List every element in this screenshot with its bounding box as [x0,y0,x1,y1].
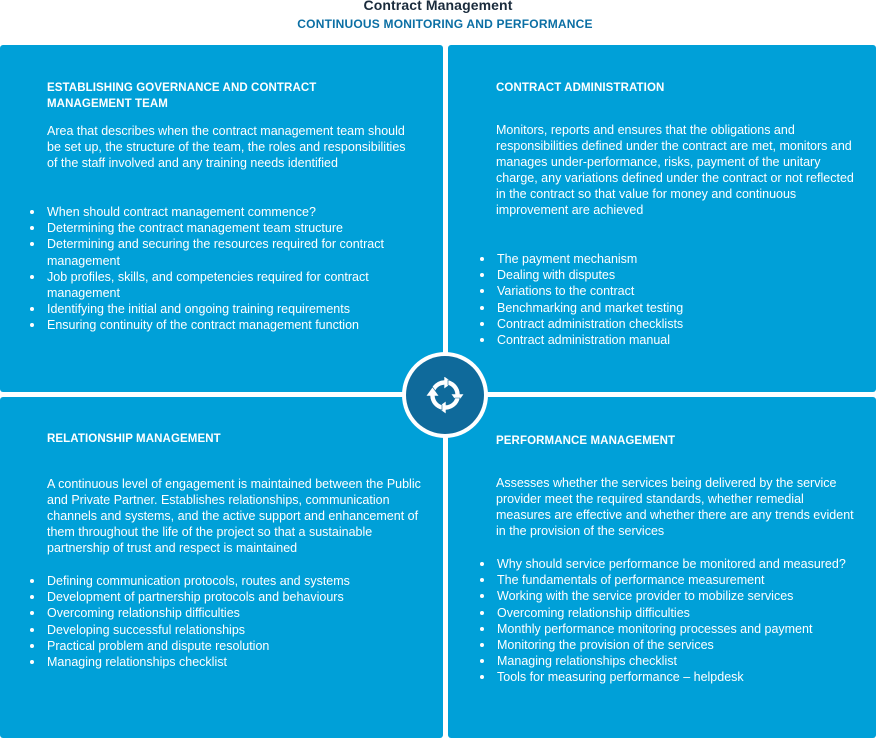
panel-performance-management [448,397,876,738]
list-item: Development of partnership protocols and behaviours [30,589,430,605]
list-item: Practical problem and dispute resolution [30,638,430,654]
panel-title: CONTRACT ADMINISTRATION [496,82,665,94]
list-item: Job profiles, skills, and competencies required for contract management [30,269,430,301]
list-item: Benchmarking and market testing [480,300,860,316]
panel-description: A continuous level of engagement is maintained between the Public and Private Partner. Establishes relationships, communication channels and systems, and the active support and enhancement of them throughout the life of the project so that a sustainable partnership of trust and respect is maintained [47,477,421,555]
list-item: Monitoring the provision of the services [480,637,870,653]
list-item: When should contract management commence? [30,204,430,220]
panel-bullet-list [30,204,430,334]
panel-description: Assesses whether the services being delivered by the service provider meet the required standards, whether remedial measures are effective and whether there are any trends evident in the provision of the services [496,476,854,538]
panel-title: PERFORMANCE MANAGEMENT [496,435,676,447]
cycle-arrows-icon [420,370,470,420]
list-item: Variations to the contract [480,283,860,299]
panel-description: Area that describes when the contract management team should be set up, the structure of the team, the roles and responsibilities of the staff involved and any training needs identified [47,124,406,170]
page-subtitle: CONTINUOUS MONITORING AND PERFORMANCE [297,17,593,31]
list-item: Tools for measuring performance – helpdesk [480,669,870,685]
list-item: Monthly performance monitoring processes and payment [480,621,870,637]
center-hub [402,352,488,438]
page-title: Contract Management [363,0,513,13]
list-item: The fundamentals of performance measurement [480,572,870,588]
list-item: Dealing with disputes [480,267,860,283]
list-item: Managing relationships checklist [480,653,870,669]
panel-relationship-management [0,397,443,738]
list-item: Contract administration checklists [480,316,860,332]
panel-title: ESTABLISHING GOVERNANCE AND CONTRACT MANAGEMENT TEAM [47,82,317,110]
list-item: Contract administration manual [480,332,860,348]
list-item: Managing relationships checklist [30,654,430,670]
panel-bullet-list [480,556,870,686]
list-item: The payment mechanism [480,251,860,267]
list-item: Developing successful relationships [30,622,430,638]
panel-title: RELATIONSHIP MANAGEMENT [47,433,221,445]
panel-governance [0,45,443,392]
list-item: Overcoming relationship difficulties [30,605,430,621]
list-item: Working with the service provider to mobilize services [480,588,870,604]
list-item: Ensuring continuity of the contract management function [30,317,430,333]
panel-bullet-list [480,251,860,348]
list-item: Determining and securing the resources required for contract management [30,236,430,268]
list-item: Determining the contract management team structure [30,220,430,236]
panel-contract-administration [448,45,876,392]
list-item: Defining communication protocols, routes and systems [30,573,430,589]
list-item: Why should service performance be monitored and measured? [480,556,870,572]
list-item: Identifying the initial and ongoing training requirements [30,301,430,317]
list-item: Overcoming relationship difficulties [480,605,870,621]
hub-circle [406,356,484,434]
panel-bullet-list [30,573,430,670]
panel-description: Monitors, reports and ensures that the obligations and responsibilities defined under the contract are met, monitors and manages under-performance, risks, payment of the unitary charge, any variations defined under the contract or not reflected in the contract so that value for money and continuous improvement are achieved [496,123,854,217]
